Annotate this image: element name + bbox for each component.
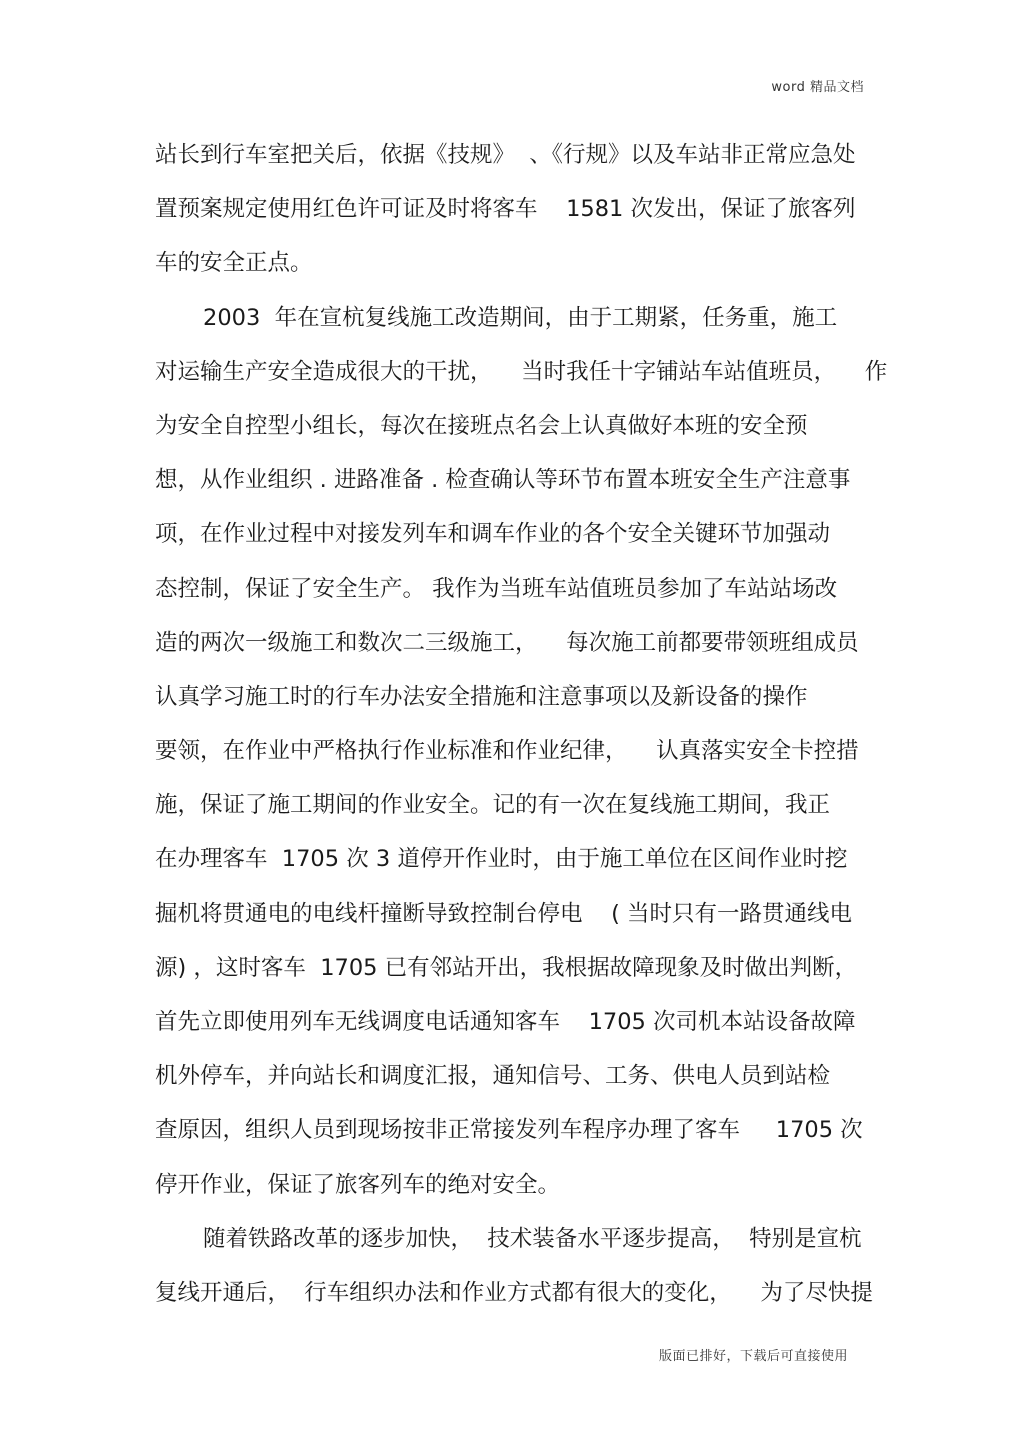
page-header: word 精品文档 [771,80,864,95]
text-line: 复线开通后， 行车组织办法和作业方式都有很大的变化， 为了尽快提 [155,1279,873,1306]
text-line: 车的安全正点。 [155,250,313,277]
text-line: 对运输生产安全造成很大的干扰， 当时我任十字铺站车站值班员， 作 [155,358,888,385]
document-body [155,128,888,1320]
text-line: 项，在作业过程中对接发列车和调车作业的各个安全关键环节加强动 [155,521,831,548]
text-line: 掘机将贯通电的电线杆撞断导致控制台停电 ( 当时只有一路贯通线电 [155,900,853,927]
text-line: 首先立即使用列车无线调度电话通知客车 1705 次司机本站设备故障 [155,1009,856,1035]
text-line: 为安全自控型小组长，每次在接班点名会上认真做好本班的安全预 [155,412,808,439]
text-line: 要领，在作业中严格执行作业标准和作业纪律， 认真落实安全卡控措 [155,738,859,765]
text-line: 站长到行车室把关后，依据《技规》 、《行规》以及车站非正常应急处 [155,142,856,168]
text-line: 停开作业，保证了旅客列车的绝对安全。 [155,1171,561,1198]
text-line: 查原因，组织人员到现场按非正常接发列车程序办理了客车 1705 次 [155,1117,863,1144]
text-line: 源) ，这时客车 1705 已有邻站开出，我根据故障现象及时做出判断， [155,954,858,981]
text-line: 施，保证了施工期间的作业安全。记的有一次在复线施工期间，我正 [155,792,831,819]
text-line: 想，从作业组织 . 进路准备 . 检查确认等环节布置本班安全生产注意事 [155,467,851,494]
text-line: 2003 年在宣杭复线施工改造期间，由于工期紧，任务重，施工 [203,304,838,331]
text-line: 置预案规定使用红色许可证及时将客车 1581 次发出，保证了旅客列 [155,196,856,223]
text-line: 造的两次一级施工和数次二三级施工， 每次施工前都要带领班组成员 [155,629,859,656]
text-line: 态控制，保证了安全生产。 我作为当班车站值班员参加了车站站场改 [155,575,838,602]
text-line: 随着铁路改革的逐步加快， 技术装备水平逐步提高， 特别是宣杭 [203,1225,862,1252]
text-line: 机外停车，并向站长和调度汇报，通知信号、工务、供电人员到站检 [155,1063,831,1090]
page-footer: 版面已排好，下载后可直接使用 [658,1349,848,1364]
text-line: 认真学习施工时的行车办法安全措施和注意事项以及新设备的操作 [155,683,808,710]
text-line: 在办理客车 1705 次 3 道停开作业时，由于施工单位在区间作业时挖 [155,846,848,873]
